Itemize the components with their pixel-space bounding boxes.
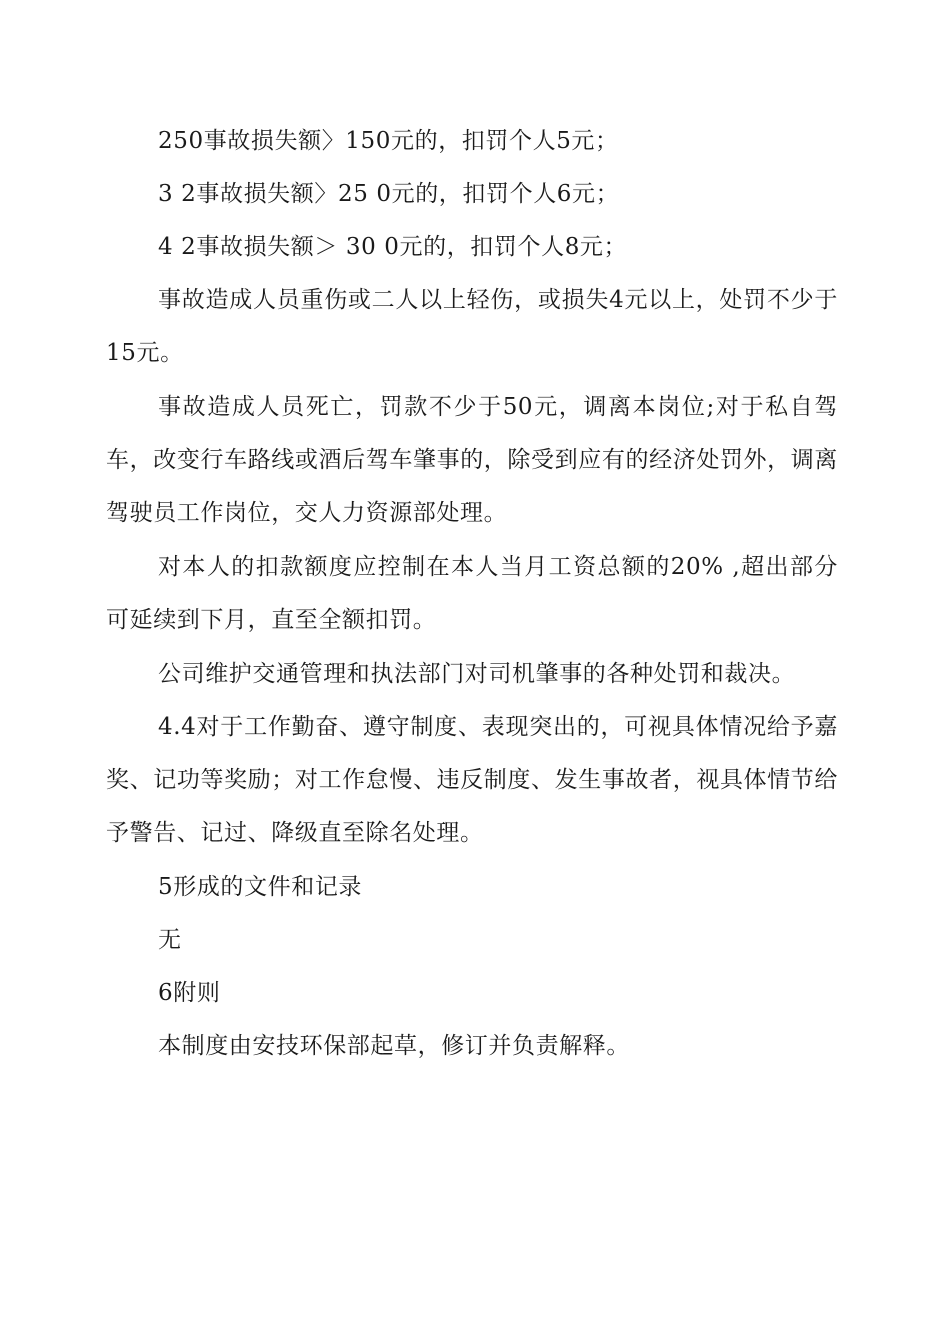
section-heading-5: 5形成的文件和记录 xyxy=(158,874,363,900)
paragraph-section-4-4: 4.4对于工作勤奋、遵守制度、表现突出的，可视具体情况给予嘉奖、记功等奖励；对工作怠慢、违反制度、发生事故者，视具体情节给予警告、记过、降级直至除名处理。 xyxy=(106,714,838,846)
paragraph-support-authorities: 公司维护交通管理和执法部门对司机肇事的各种处罚和裁决。 xyxy=(158,661,796,687)
document-body xyxy=(106,121,838,1079)
paragraph-drafting-note: 本制度由安技环保部起草，修订并负责解释。 xyxy=(158,1033,630,1059)
paragraph-serious-injury: 事故造成人员重伤或二人以上轻伤，或损失4元以上，处罚不少于15元。 xyxy=(106,287,838,366)
paragraph-none: 无 xyxy=(158,927,182,953)
section-heading-6: 6附则 xyxy=(158,980,221,1006)
paragraph-deduction-limit: 对本人的扣款额度应控制在本人当月工资总额的20% ,超出部分可延续到下月，直至全额扣罚。 xyxy=(106,554,838,633)
paragraph-penalty-5: 250事故损失额〉150元的，扣罚个人5元； xyxy=(158,128,619,154)
paragraph-penalty-8: 4 2事故损失额＞ 30 0元的，扣罚个人8元； xyxy=(158,234,628,260)
paragraph-penalty-6: 3 2事故损失额〉25 0元的，扣罚个人6元； xyxy=(158,181,620,207)
paragraph-fatality: 事故造成人员死亡，罚款不少于50元，调离本岗位;对于私自驾车，改变行车路线或酒后驾车肇事的，除受到应有的经济处罚外，调离驾驶员工作岗位，交人力资源部处理。 xyxy=(106,394,838,526)
